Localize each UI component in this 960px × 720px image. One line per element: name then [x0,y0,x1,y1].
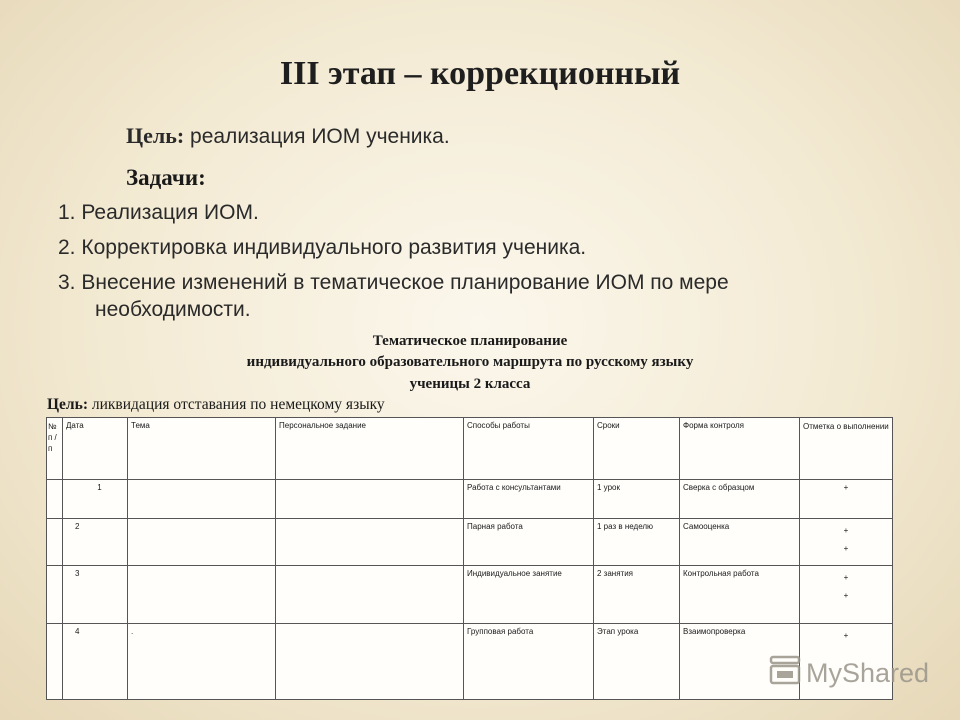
header-mark: Отметка о выполнении [800,418,893,480]
cell-num [47,566,63,624]
cell-topic: . [128,624,276,700]
cell-topic [128,519,276,566]
cell-terms: Этап урока [594,624,680,700]
task-text-continued: необходимости. [95,298,251,321]
task-item-3 [58,269,729,323]
cell-topic [128,566,276,624]
goal-text: реализация ИОМ ученика. [184,125,450,148]
cell-methods: Групповая работа [464,624,594,700]
cell-methods: Парная работа [464,519,594,566]
cell-date: 1 [63,480,128,519]
plan-title-line-2: индивидуального образовательного маршрута по русскому языку [246,354,694,370]
plan-goal-text: ликвидация отставания по немецкому языку [88,396,385,413]
plan-goal-label: Цель: [47,396,88,413]
header-task: Персональное задание [276,418,464,480]
cell-date: 4 [63,624,128,700]
cell-control: Самооценка [680,519,800,566]
mark-plus: + [843,544,849,553]
header-methods: Способы работы [464,418,594,480]
plan-goal [47,396,385,414]
mark-plus: + [843,591,849,600]
cell-task [276,519,464,566]
cell-mark [800,480,893,519]
cell-methods: Индивидуальное занятие [464,566,594,624]
slide-title: III этап – коррекционный [279,55,681,92]
table-row [47,624,893,700]
cell-terms: 1 раз в неделю [594,519,680,566]
header-control: Форма контроля [680,418,800,480]
cell-date: 2 [63,519,128,566]
header-terms: Сроки [594,418,680,480]
plan-table [46,417,893,700]
watermark-text: MyShared [806,658,930,688]
plan-title-line-1: Тематическое планирование [372,333,568,349]
mark-plus: + [843,573,849,582]
cell-task [276,624,464,700]
cell-topic [128,480,276,519]
cell-num [47,519,63,566]
table-row [47,480,893,519]
tasks-label: Задачи: [126,165,206,190]
cell-mark [800,566,893,624]
cell-control: Сверка с образцом [680,480,800,519]
cell-mark [800,519,893,566]
cell-terms: 2 занятия [594,566,680,624]
cell-control: Взаимопроверка [680,624,800,700]
header-date: Дата [63,418,128,480]
task-text: 3. Внесение изменений в тематическое планирование ИОМ по мере [58,271,729,294]
task-text: 1. Реализация ИОМ. [58,201,259,224]
myshared-logo-icon [768,655,806,692]
cell-task [276,566,464,624]
goal-label: Цель: [126,123,185,148]
cell-date: 3 [63,566,128,624]
cell-control: Контрольная работа [680,566,800,624]
table-header-row [47,418,893,480]
cell-num [47,624,63,700]
watermark [768,655,929,692]
header-topic: Тема [128,418,276,480]
task-text: 2. Корректировка индивидуального развития ученика. [58,236,587,259]
mark-plus: + [843,483,849,492]
header-num: № п / п [47,418,63,480]
mark-plus: + [843,526,849,535]
cell-terms: 1 урок [594,480,680,519]
goal-line [126,123,450,149]
mark-plus: + [843,631,849,640]
table-row [47,519,893,566]
task-item-1 [58,199,259,226]
table-row [47,566,893,624]
task-item-2 [58,234,586,261]
cell-num [47,480,63,519]
cell-task [276,480,464,519]
plan-title-line-3: ученицы 2 класса [409,376,531,392]
cell-methods: Работа с консультантами [464,480,594,519]
